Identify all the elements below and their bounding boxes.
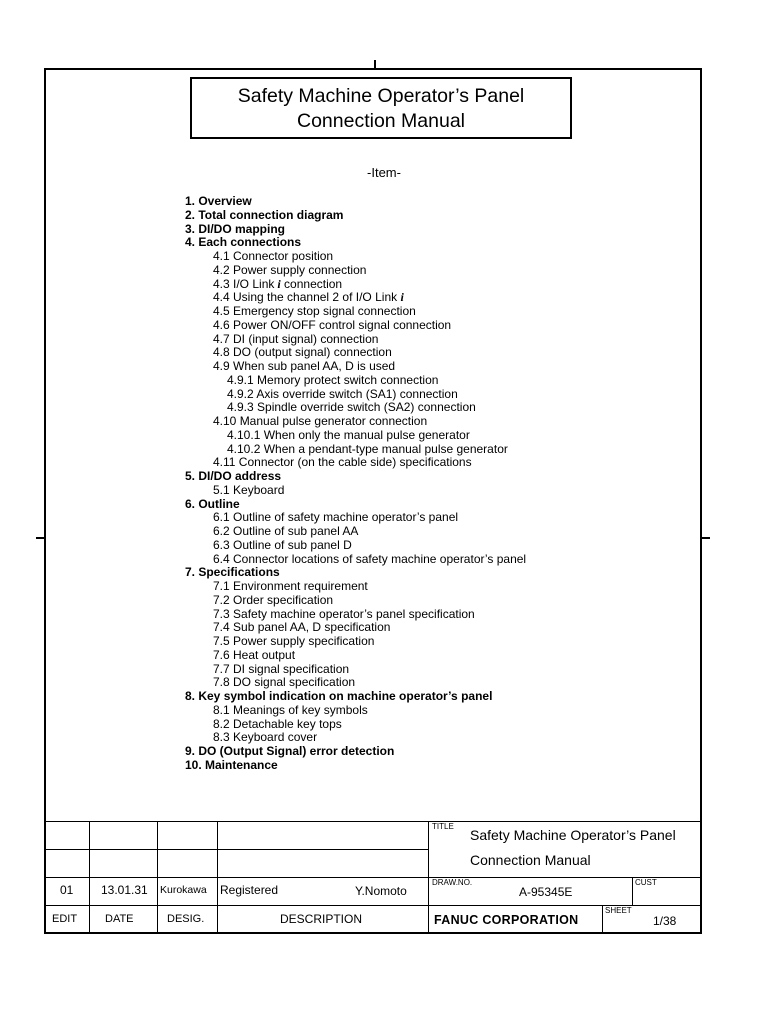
toc-item: 7.5 Power supply specification [213,634,375,648]
toc-item: 9. DO (Output Signal) error detection [185,744,395,758]
document-title-line2: Connection Manual [296,110,466,132]
toc-item: 4.9 When sub panel AA, D is used [213,359,396,373]
toc-item: 6.3 Outline of sub panel D [213,537,352,552]
top-center-mark [374,60,376,68]
revision-desig: Kurokawa [160,884,207,896]
toc-item: 6. Outline [185,496,240,511]
toc-item: 4.8 DO (output signal) connection [213,345,392,360]
toc-item: 8.3 Keyboard cover [213,730,318,745]
toc-item: 7.6 Heat output [213,647,296,662]
header-desig: DESIG. [167,913,205,925]
toc-item: 7.2 Order specification [213,592,334,607]
right-center-mark [702,537,710,539]
toc-item: 5.1 Keyboard [213,482,285,497]
revision-edit: 01 [60,883,74,897]
toc-item: 4.10 Manual pulse generator connection [213,414,428,428]
toc-item: 8.1 Meanings of key symbols [213,702,368,717]
toc-item: 4.10.2 When a pendant-type manual pulse generator [227,441,508,456]
toc-item: 7.8 DO signal specification [213,675,356,690]
toc-item: 7.1 Environment requirement [213,579,368,593]
header-edit: EDIT [52,913,78,925]
toc-item: 7. Specifications [185,565,280,580]
toc-item: 5. DI/DO address [185,469,282,483]
title-tag: TITLE [432,822,454,831]
toc-item: 4.9.3 Spindle override switch (SA2) connection [227,400,476,415]
revision-approver: Y.Nomoto [355,884,407,898]
sheet-number: 1/38 [653,914,677,928]
header-date: DATE [105,913,134,925]
toc-item: 8.2 Detachable key tops [213,716,342,731]
toc-item: 6.4 Connector locations of safety machine operator’s panel [213,551,527,566]
revision-description: Registered [220,883,279,897]
toc-item: 2. Total connection diagram [185,207,344,222]
toc-item: 10. Maintenance [185,757,278,772]
toc-item: 6.1 Outline of safety machine operator’s panel [213,510,459,525]
title-block-title-line2: Connection Manual [470,852,591,868]
header-description: DESCRIPTION [280,912,363,926]
toc-item: 4.4 Using the channel 2 of I/O Link i [213,290,404,305]
toc-item: 4. Each connections [185,235,302,250]
title-block-title-line1: Safety Machine Operator’s Panel [470,827,676,843]
toc-item: 7.7 DI signal specification [213,661,350,676]
toc-item: 4.2 Power supply connection [213,262,367,277]
toc-item: 4.9.1 Memory protect switch connection [227,372,439,387]
toc-item: 4.10.1 When only the manual pulse generator [227,427,470,442]
toc-item: 4.5 Emergency stop signal connection [213,304,416,318]
toc-item: 6.2 Outline of sub panel AA [213,524,359,538]
document-title-line1: Safety Machine Operator’s Panel [237,85,525,107]
toc-item: 8. Key symbol indication on machine operator’s panel [185,689,493,703]
toc-item: 4.7 DI (input signal) connection [213,331,379,346]
toc-item: 7.3 Safety machine operator’s panel specification [213,606,475,621]
item-heading: -Item- [367,165,401,180]
toc-item: 4.3 I/O Link i connection [213,276,343,291]
document-title-box [190,77,572,139]
cust-tag: CUST [635,878,657,887]
toc-item: 4.11 Connector (on the cable side) specifications [213,455,472,470]
toc-item: 4.1 Connector position [213,249,334,263]
drawing-number: A-95345E [519,885,573,899]
toc-item: 3. DI/DO mapping [185,221,286,236]
left-center-mark [36,537,44,539]
toc-item: 1. Overview [185,194,252,208]
table-of-contents [185,195,526,773]
toc-item: 4.6 Power ON/OFF control signal connection [213,317,452,332]
sheet-tag: SHEET [605,906,632,915]
company-name: FANUC CORPORATION [434,913,579,927]
revision-date: 13.01.31 [101,883,148,897]
toc-item: 4.9.2 Axis override switch (SA1) connection [227,386,458,401]
toc-item: 7.4 Sub panel AA, D specification [213,620,391,635]
title-block [44,821,702,934]
drawno-tag: DRAW.NO. [432,878,473,887]
